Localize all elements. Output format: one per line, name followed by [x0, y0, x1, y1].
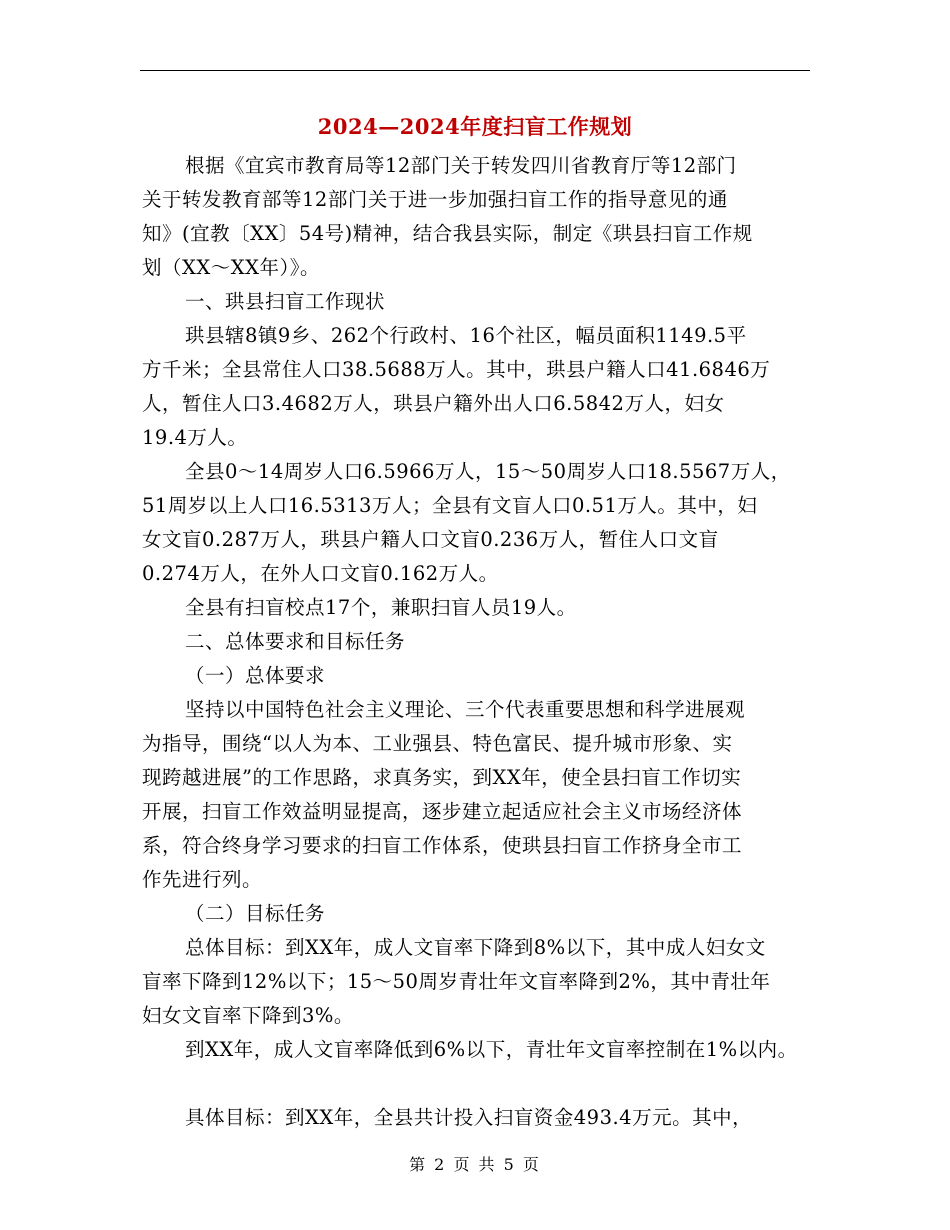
text-line: 现跨越进展”的工作思路，求真务实，到XX年，使全县扫盲工作切实 [142, 766, 742, 789]
text-line: 一、珙县扫盲工作现状 [185, 290, 386, 313]
paragraph-future-targets [142, 1033, 814, 1067]
text-line: 19.4万人。 [142, 426, 248, 449]
paragraph-spacer [142, 1067, 814, 1101]
text-line: 全县有扫盲校点17个，兼职扫盲人员19人。 [185, 596, 577, 619]
text-line: 系，符合终身学习要求的扫盲工作体系，使珙县扫盲工作挤身全市工 [142, 834, 743, 857]
text-line: 方千米；全县常住人口38.5688万人。其中，珙县户籍人口41.6846万 [142, 358, 771, 381]
text-line: 开展，扫盲工作效益明显提高，逐步建立起适应社会主义市场经济体 [142, 800, 743, 823]
text-line: 0.274万人，在外人口文盲0.162万人。 [142, 562, 499, 585]
text-line: 女文盲0.287万人，珙县户籍人口文盲0.236万人，暂住人口文盲 [142, 528, 719, 551]
text-line: 二、总体要求和目标任务 [185, 630, 406, 653]
text-line: 总体目标：到XX年，成人文盲率下降到8%以下，其中成人妇女文 [185, 936, 766, 959]
section-heading-requirements [142, 625, 814, 659]
text-line: 关于转发教育部等12部门关于进一步加强扫盲工作的指导意见的通 [142, 188, 728, 211]
paragraph-intro [142, 149, 814, 285]
text-line: 全县0～14周岁人口6.5966万人，15～50周岁人口18.5567万人， [185, 460, 791, 483]
text-line: 到XX年，成人文盲率降低到6%以下，青壮年文盲率控制在1%以内。 [185, 1038, 798, 1061]
text-line: 具体目标：到XX年，全县共计投入扫盲资金493.4万元。其中， [185, 1106, 753, 1129]
text-line: （二）目标任务 [185, 902, 326, 925]
paragraph-sites [142, 591, 814, 625]
text-line: 51周岁以上人口16.5313万人；全县有文盲人口0.51万人。其中，妇 [142, 494, 758, 517]
paragraph-specific-targets [142, 1101, 814, 1135]
document-title: 2024—2024年度扫盲工作规划 [317, 114, 633, 139]
text-line: 根据《宜宾市教育局等12部门关于转发四川省教育厅等12部门 [185, 154, 737, 177]
text-line: 盲率下降到12%以下；15～50周岁青壮年文盲率降到2%，其中青壮年 [142, 970, 771, 993]
subsection-heading-targets [142, 897, 814, 931]
subsection-heading-general [142, 659, 814, 693]
page-number: 第 2 页 共 5 页 [409, 1155, 541, 1174]
text-line: 划（XX～XX年）》。 [142, 256, 321, 279]
text-line: 作先进行列。 [142, 868, 263, 891]
text-line: 坚持以中国特色社会主义理论、三个代表重要思想和科学进展观 [185, 698, 746, 721]
text-line: 人，暂住人口3.4682万人，珙县户籍外出人口6.5842万人，妇女 [142, 392, 725, 415]
paragraph-general-requirements [142, 693, 814, 897]
section-heading-status [142, 285, 814, 319]
document-body [142, 149, 814, 1135]
paragraph-age-illiteracy [142, 455, 814, 591]
paragraph-overall-targets [142, 931, 814, 1033]
text-line: 妇女文盲率下降到3%。 [142, 1004, 354, 1027]
text-line: （一）总体要求 [185, 664, 326, 687]
text-line: 珙县辖8镇9乡、262个行政村、16个社区，幅员面积1149.5平 [185, 324, 747, 347]
text-line: 知》(宜教〔XX〕54号)精神，结合我县实际，制定《珙县扫盲工作规 [142, 222, 753, 245]
header-rule [140, 70, 810, 71]
text-line: 为指导，围绕“以人为本、工业强县、特色富民、提升城市形象、实 [142, 732, 733, 755]
paragraph-population [142, 319, 814, 455]
